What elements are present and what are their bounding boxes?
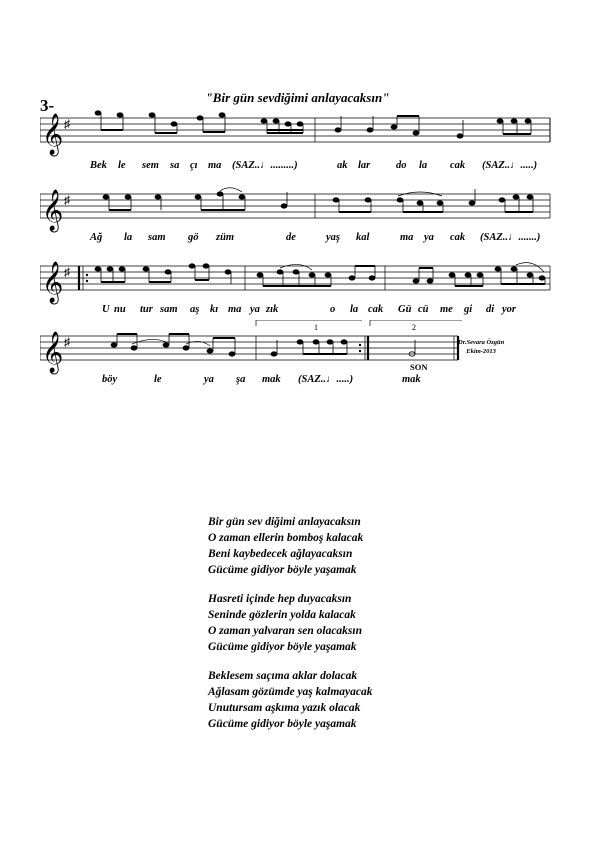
- lyric-syllable: (SAZ..♩.......): [480, 232, 541, 243]
- staff-system-4: [40, 320, 470, 376]
- staff-system-2: [40, 184, 560, 234]
- verse-line: Unutursam aşkıma yazık olacak: [208, 702, 361, 714]
- verse-line: Gücüme gidiyor böyle yaşamak: [208, 564, 357, 576]
- lyric-syllable: sem: [142, 160, 159, 171]
- lyric-syllable: (SAZ..♩.....): [298, 374, 354, 385]
- verse-line: Ağlasam gözümde yaş kalmayacak: [208, 686, 373, 698]
- treble-clef-icon: 𝄞: [42, 262, 64, 303]
- lyric-syllable: (SAZ..♩.........): [232, 160, 298, 171]
- lyric-syllable: la: [419, 160, 428, 171]
- lyric-syllable: cak: [368, 304, 384, 315]
- composer-credit: [458, 338, 504, 356]
- lyric-syllable: le: [118, 160, 126, 171]
- lyric-syllable: Gü: [398, 304, 412, 315]
- volta-1-label: 1: [314, 323, 318, 332]
- lyric-syllable: (SAZ..♩.....): [482, 160, 538, 171]
- verse-line: Hasreti içinde hep duyacaksın: [208, 593, 352, 605]
- lyric-syllable: yaş: [326, 232, 340, 243]
- notes: [95, 264, 545, 286]
- lyric-syllable: ak: [337, 160, 348, 171]
- verse-line: Beklesem saçıma aklar dolacak: [208, 670, 358, 682]
- lyric-syllable: gö: [188, 232, 199, 243]
- notes: [111, 334, 415, 356]
- lyric-syllable: ya: [250, 304, 260, 315]
- verse-line: Beni kaybedecek ağlayacaksın: [208, 548, 353, 560]
- verse-line: Gücüme gidiyor böyle yaşamak: [208, 641, 357, 653]
- lyric-syllable: böy: [102, 374, 118, 385]
- lyric-syllable: kal: [356, 232, 370, 243]
- verse-line: Bir gün sev diğimi anlayacaksın: [208, 516, 361, 528]
- lyric-syllable: ma: [208, 160, 222, 171]
- lyric-syllable: züm: [216, 232, 235, 243]
- verse-1: [208, 514, 363, 578]
- lyric-syllable: sam: [160, 304, 178, 315]
- lyric-syllable: mak: [402, 374, 421, 385]
- lyric-syllable: cak: [450, 160, 466, 171]
- lyric-syllable: lar: [358, 160, 371, 171]
- lyric-syllable: la: [350, 304, 359, 315]
- staff-system-3: [40, 256, 560, 306]
- lyric-syllable: sa: [170, 160, 180, 171]
- song-number: 3-: [40, 96, 55, 115]
- lyric-syllable: aş: [190, 304, 200, 315]
- notes: [103, 189, 533, 212]
- composer-name: Dr.Sevara Özgün: [458, 339, 505, 346]
- lyric-syllable: gi: [464, 304, 473, 315]
- lyric-syllable: kı: [210, 304, 219, 315]
- verse-line: O zaman yalvaran sen olacaksın: [208, 625, 362, 637]
- lyric-syllable: çı: [190, 160, 198, 171]
- sharp-icon: ♯: [64, 117, 70, 131]
- lyric-syllable: ya: [204, 374, 214, 385]
- lyric-syllable: yor: [502, 304, 516, 315]
- lyric-syllable: şa: [236, 374, 246, 385]
- lyric-syllable: le: [154, 374, 162, 385]
- lyric-syllable: me: [440, 304, 453, 315]
- volta-2-label: 2: [412, 323, 416, 332]
- lyric-syllable: la: [124, 232, 133, 243]
- treble-clef-icon: 𝄞: [42, 190, 64, 231]
- lyric-syllable: zık: [266, 304, 279, 315]
- verse-line: Seninde gözlerin yolda kalacak: [208, 609, 356, 621]
- lyric-syllable: di: [486, 304, 495, 315]
- lyric-syllable: do: [396, 160, 407, 171]
- lyric-syllable: Ağ: [90, 232, 103, 243]
- staff-system-1: [40, 108, 560, 158]
- lyric-syllable: ya: [424, 232, 434, 243]
- lyric-syllable: ma: [228, 304, 242, 315]
- end-marker: SON: [410, 362, 428, 372]
- lyric-syllable: nu: [114, 304, 126, 315]
- verse-line: O zaman ellerin bomboş kalacak: [208, 532, 364, 544]
- sharp-icon: ♯: [64, 193, 70, 207]
- song-title: "Bir gün sevdiğimi anlayacaksın": [205, 90, 390, 105]
- treble-clef-icon: 𝄞: [42, 114, 64, 155]
- lyric-syllable: de: [286, 232, 296, 243]
- lyric-syllable: U: [102, 304, 110, 315]
- lyric-syllable: cü: [418, 304, 429, 315]
- treble-clef-icon: 𝄞: [42, 332, 64, 373]
- lyric-syllable: mak: [262, 374, 281, 385]
- notes: [95, 111, 531, 138]
- sharp-icon: ♯: [64, 335, 70, 349]
- verse-3: [208, 668, 373, 732]
- composer-date: Ekim-2013: [466, 348, 496, 355]
- lyric-syllable: ma: [400, 232, 414, 243]
- sharp-icon: ♯: [64, 265, 70, 279]
- lyric-syllable: tur: [140, 304, 153, 315]
- lyric-syllable: sam: [148, 232, 166, 243]
- lyric-syllable: o: [330, 304, 336, 315]
- lyric-syllable: Bek: [90, 160, 107, 171]
- verse-2: [208, 591, 362, 655]
- lyric-syllable: cak: [450, 232, 466, 243]
- verse-line: Gücüme gidiyor böyle yaşamak: [208, 718, 357, 730]
